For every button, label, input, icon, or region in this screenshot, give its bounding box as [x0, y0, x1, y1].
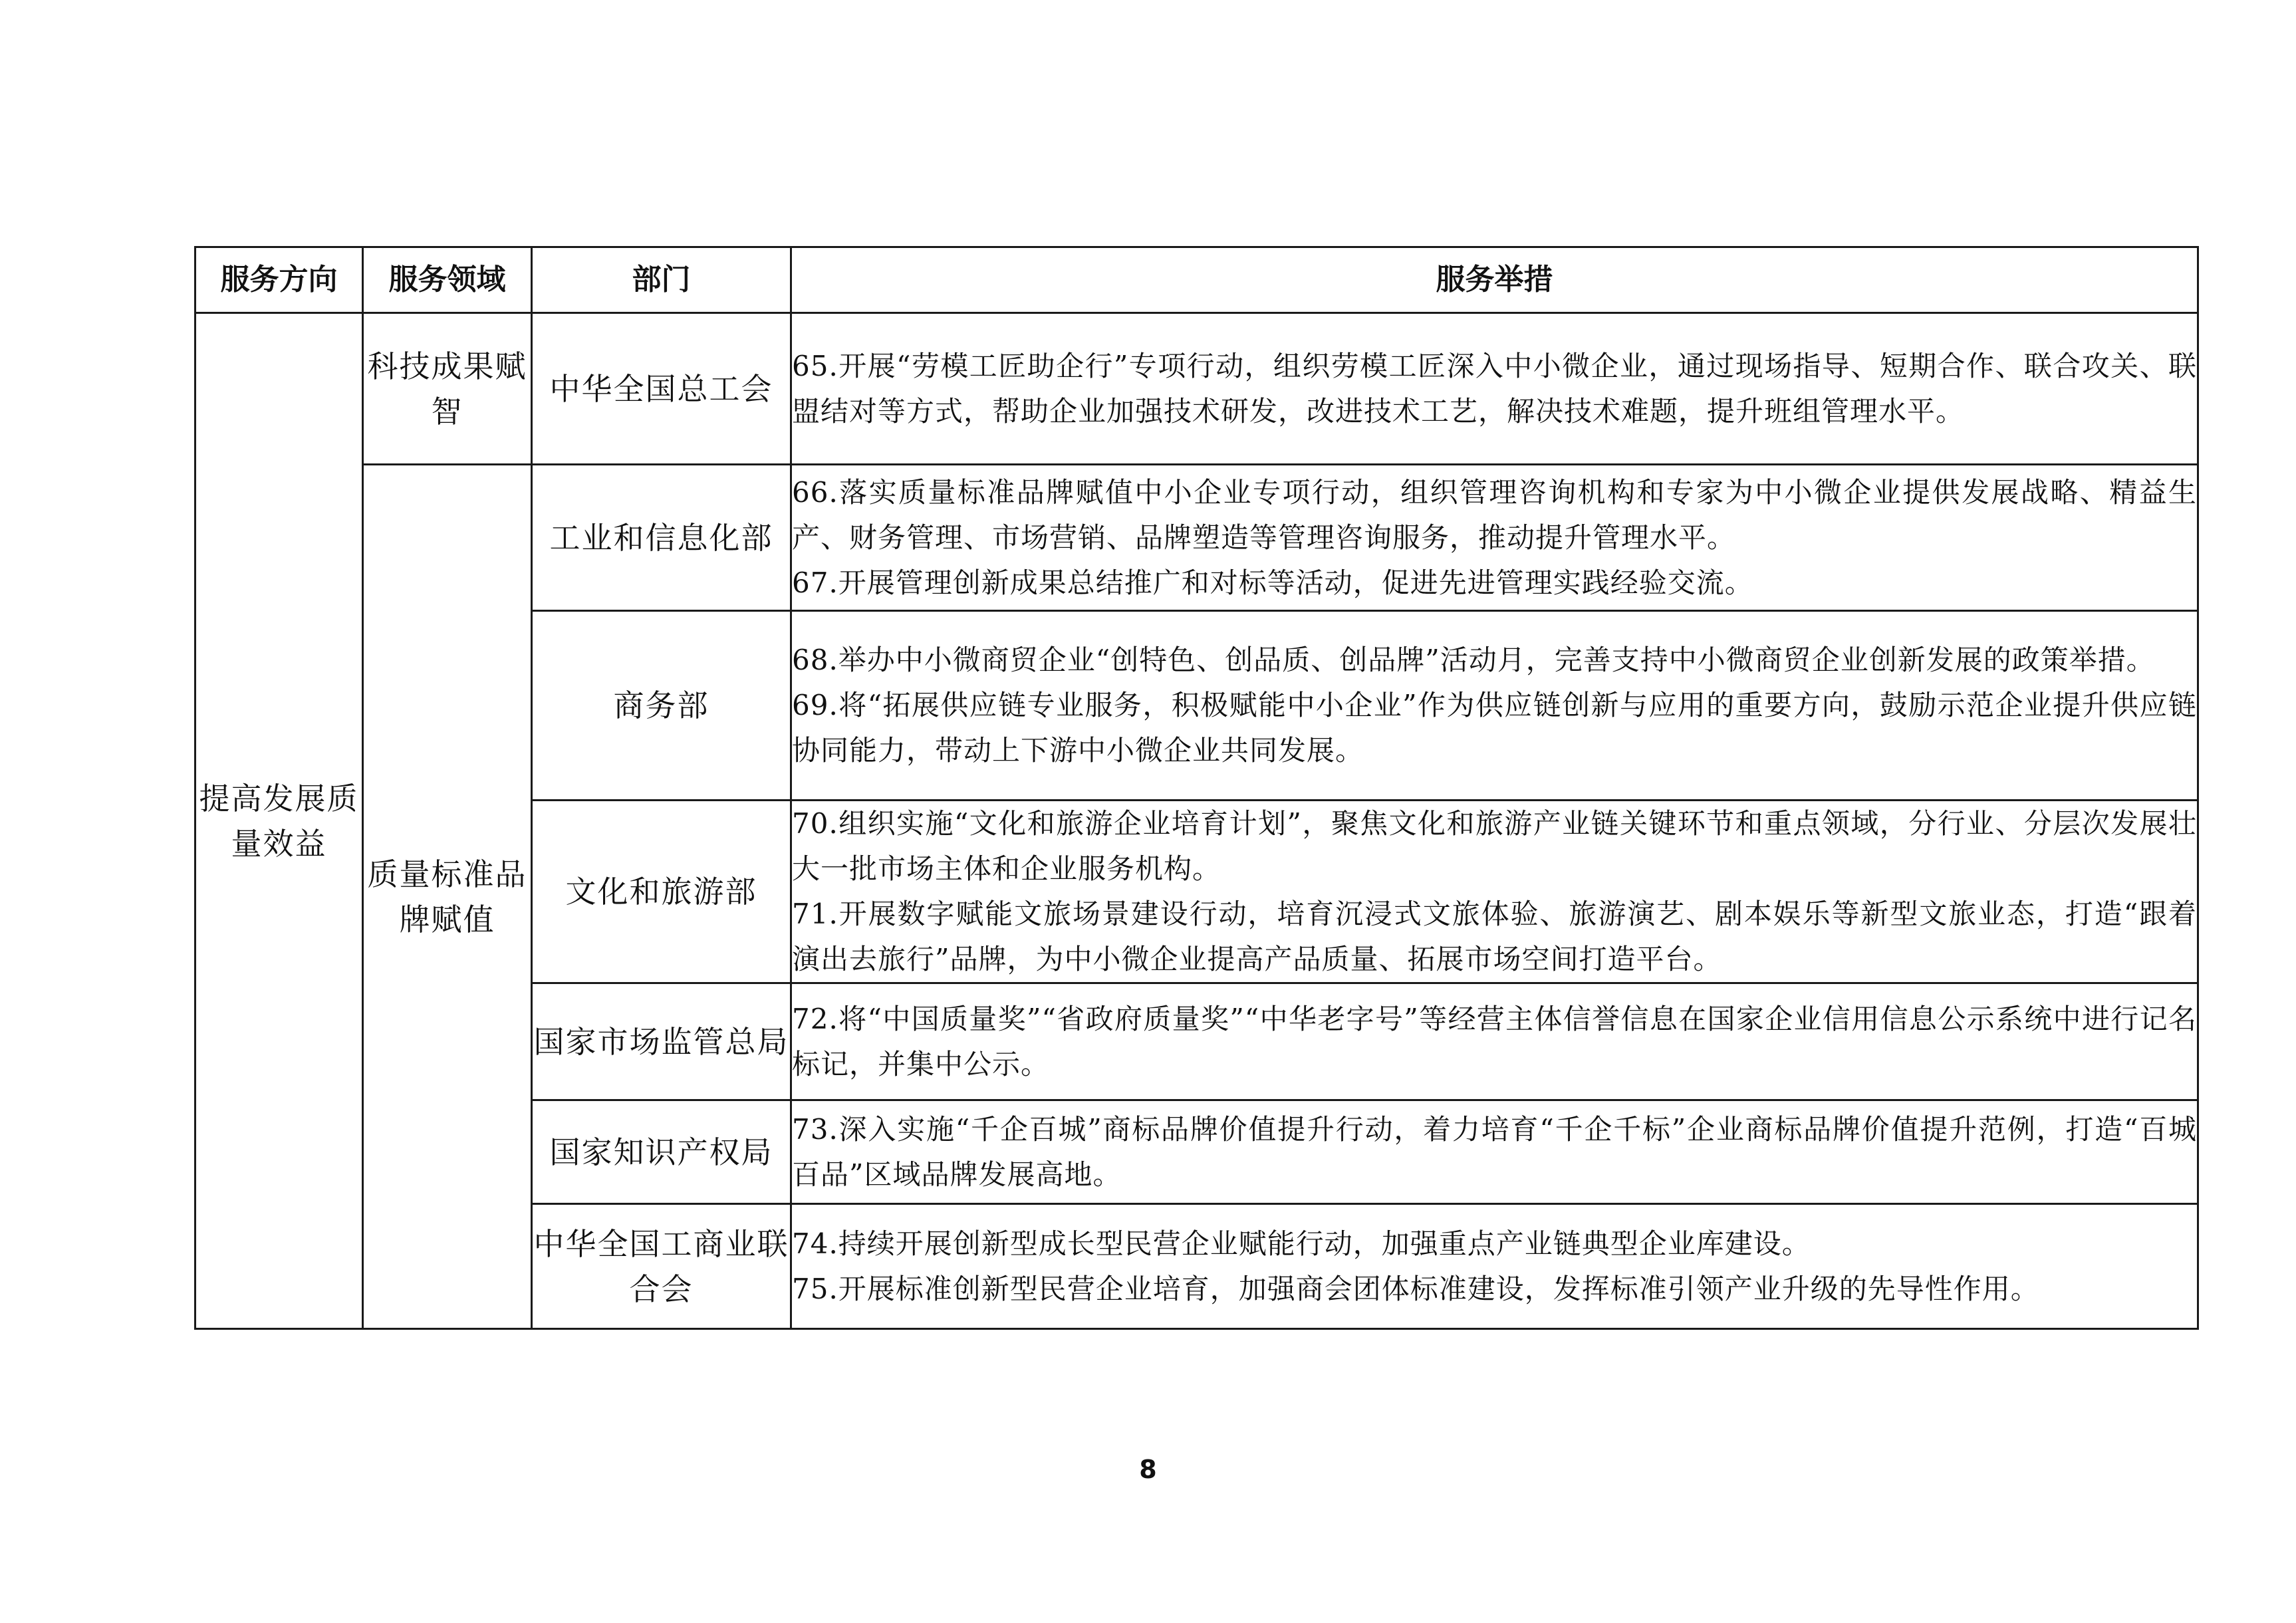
header-service-measures: 服务举措 — [791, 247, 2198, 313]
table-row — [195, 313, 2198, 465]
department-name: 工业和信息化部 — [549, 519, 773, 556]
header-service-domain: 服务领域 — [363, 247, 532, 313]
header-service-direction: 服务方向 — [195, 247, 363, 313]
department-cell — [532, 983, 791, 1100]
measure-item: 71.开展数字赋能文旅场景建设行动，培育沉浸式文旅体验、旅游演艺、剧本娱乐等新型文旅业态，打造“跟着演出去旅行”品牌，为中小微企业提高产品质量、拓展市场空间打造平台。 — [792, 898, 2197, 975]
service-domain-cell-tech: 科技成果赋智 — [363, 313, 532, 465]
table-row — [195, 465, 2198, 611]
department-cell — [532, 611, 791, 801]
measure-item: 66.落实质量标准品牌赋值中小企业专项行动，组织管理咨询机构和专家为中小微企业提供发展战略、精益生产、财务管理、市场营销、品牌塑造等管理咨询服务，推动提升管理水平。 — [792, 475, 2197, 554]
measures-cell — [791, 1204, 2198, 1329]
page-number: 8 — [1139, 1455, 1157, 1484]
measure-item: 70.组织实施“文化和旅游企业培育计划”，聚焦文化和旅游产业链关键环节和重点领域，分行业、分层次发展壮大一批市场主体和企业服务机构。 — [792, 807, 2197, 885]
department-name: 国家知识产权局 — [549, 1134, 773, 1170]
measure-item: 68.举办中小微商贸企业“创特色、创品质、创品牌”活动月，完善支持中小微商贸企业创新发展的政策举措。 — [792, 644, 2155, 676]
measure-item: 67.开展管理创新成果总结推广和对标等活动，促进先进管理实践经验交流。 — [792, 566, 1753, 599]
department-name: 国家市场监管总局 — [533, 1023, 789, 1060]
measure-item: 69.将“拓展供应链专业服务，积极赋能中小企业”作为供应链创新与应用的重要方向，鼓励示范企业提升供应链协同能力，带动上下游中小微企业共同发展。 — [792, 689, 2197, 767]
measure-item: 73.深入实施“千企百城”商标品牌价值提升行动，着力培育“千企千标”企业商标品牌价值提升范例，打造“百城百品”区域品牌发展高地。 — [792, 1112, 2197, 1191]
measures-cell — [791, 465, 2198, 611]
service-measures-table — [194, 246, 2199, 1330]
department-name: 商务部 — [613, 687, 709, 723]
measures-cell — [791, 983, 2198, 1100]
department-cell — [532, 313, 791, 465]
measures-cell — [791, 611, 2198, 801]
measures-cell — [791, 1100, 2198, 1204]
header-department: 部门 — [532, 247, 791, 313]
department-cell — [532, 465, 791, 611]
service-direction-cell: 提高发展质量效益 — [195, 313, 363, 1329]
department-name: 文化和旅游部 — [565, 874, 757, 910]
department-name: 中华全国工商业联合会 — [533, 1225, 789, 1307]
measure-item: 75.开展标准创新型民营企业培育，加强商会团体标准建设，发挥标准引领产业升级的先导性作用。 — [792, 1272, 2039, 1305]
department-cell — [532, 1204, 791, 1329]
service-domain-cell-quality: 质量标准品牌赋值 — [363, 465, 532, 1329]
measures-cell — [791, 313, 2198, 465]
department-name: 中华全国总工会 — [549, 370, 773, 407]
department-cell — [532, 801, 791, 983]
department-cell — [532, 1100, 791, 1204]
measure-item: 74.持续开展创新型成长型民营企业赋能行动，加强重点产业链典型企业库建设。 — [792, 1227, 1811, 1260]
measures-cell — [791, 801, 2198, 983]
table-header-row — [195, 247, 2198, 313]
measure-item: 72.将“中国质量奖”“省政府质量奖”“中华老字号”等经营主体信誉信息在国家企业信用信息公示系统中进行记名标记，并集中公示。 — [792, 1002, 2197, 1080]
measure-item: 65.开展“劳模工匠助企行”专项行动，组织劳模工匠深入中小微企业，通过现场指导、短期合作、联合攻关、联盟结对等方式，帮助企业加强技术研发，改进技术工艺，解决技术难题，提升班组管理水平。 — [792, 349, 2197, 428]
